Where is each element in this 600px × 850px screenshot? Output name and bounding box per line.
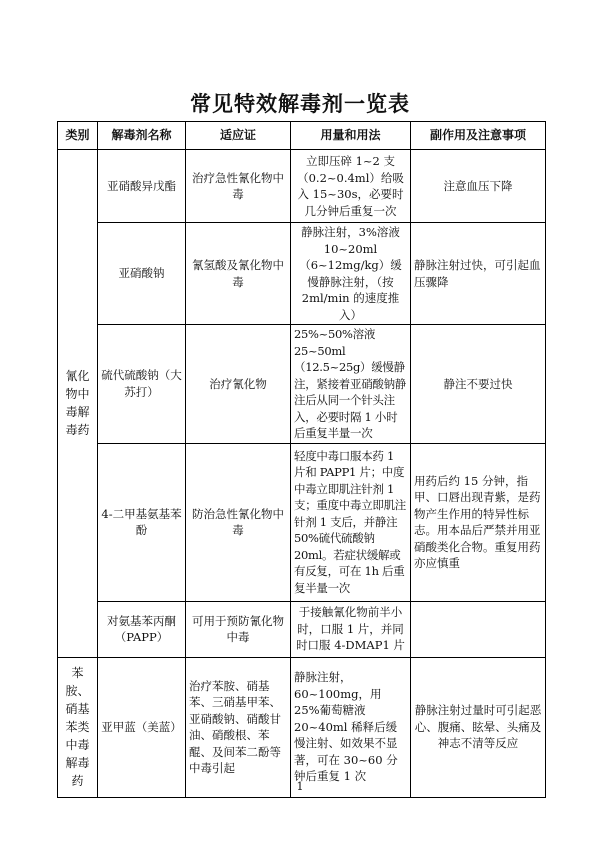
cell-indication: 治疗苯胺、硝基苯、三硝基甲苯、亚硝酸钠、硝酸甘油、硝酸根、苯醌、及间苯二酚等中毒引起 bbox=[186, 657, 291, 797]
cell-notes: 注意血压下降 bbox=[411, 150, 546, 223]
table-row bbox=[58, 657, 546, 797]
category-cyanide: 氰化物中毒解毒药 bbox=[58, 150, 98, 658]
cell-antidote-name: 4-二甲基氨基苯酚 bbox=[98, 443, 186, 601]
cell-antidote-name: 亚甲蓝（美蓝） bbox=[98, 657, 186, 797]
table-row bbox=[58, 601, 546, 657]
cell-dosage: 于接触氰化物前半小时，口服 1 片，并同时口服 4-DMAP1 片 bbox=[291, 601, 411, 657]
cell-indication: 治疗急性氰化物中毒 bbox=[186, 150, 291, 223]
cell-notes: 静脉注射过快，可引起血压骤降 bbox=[411, 223, 546, 325]
table-row bbox=[58, 443, 546, 601]
header-antidote-name: 解毒剂名称 bbox=[98, 122, 186, 150]
cell-dosage: 轻度中毒口服本药 1 片和 PAPP1 片；中度中毒立即肌注针剂 1 支；重度中毒立即肌注针剂 1 支后，并静注 50%硫代硫酸钠 20ml。若症状缓解或有反复，可在 1h 后重复半量一次 bbox=[291, 443, 411, 601]
page-number: 1 bbox=[296, 780, 304, 793]
table-row bbox=[58, 150, 546, 223]
header-category: 类别 bbox=[58, 122, 98, 150]
cell-dosage: 25%~50%溶液 25~50ml（12.5~25g）缓慢静注，紧接着亚硝酸钠静注后从同一个针头注入，必要时隔 1 小时后重复半量一次 bbox=[291, 325, 411, 444]
cell-notes: 静注不要过快 bbox=[411, 325, 546, 444]
cell-indication: 防治急性氰化物中毒 bbox=[186, 443, 291, 601]
table-row bbox=[58, 325, 546, 444]
cell-notes: 静脉注射过量时可引起恶心、腹痛、眩晕、头痛及神志不清等反应 bbox=[411, 657, 546, 797]
cell-notes bbox=[411, 601, 546, 657]
cell-dosage: 静脉注射，60~100mg，用 25%葡萄糖液 20~40ml 稀释后缓慢注射、如效果不显著，可在 30~60 分钟后重复 1 次 bbox=[291, 657, 411, 797]
cell-indication: 治疗氰化物 bbox=[186, 325, 291, 444]
cell-notes: 用药后约 15 分钟，指甲、口唇出现青紫，是药物产生作用的特异性标志。用本品后严禁并用亚硝酸类化合物。重复用药亦应慎重 bbox=[411, 443, 546, 601]
category-aniline-nitrobenzene: 苯胺、硝基苯类中毒解毒药 bbox=[58, 657, 98, 797]
table-row bbox=[58, 223, 546, 325]
cell-antidote-name: 对氨基苯丙酮（PAPP） bbox=[98, 601, 186, 657]
table-header-row bbox=[58, 122, 546, 150]
cell-dosage: 静脉注射，3%溶液 10~20ml（6~12mg/kg）缓慢静脉注射，（按 2ml/min 的速度推入） bbox=[291, 223, 411, 325]
antidote-table bbox=[57, 121, 546, 798]
page-title: 常见特效解毒剂一览表 bbox=[190, 91, 410, 116]
cell-antidote-name: 硫代硫酸钠（大苏打） bbox=[98, 325, 186, 444]
cell-dosage: 立即压碎 1~2 支（0.2~0.4ml）给吸入 15~30s，必要时几分钟后重复一次 bbox=[291, 150, 411, 223]
cell-indication: 可用于预防氰化物中毒 bbox=[186, 601, 291, 657]
cell-antidote-name: 亚硝酸异戊酯 bbox=[98, 150, 186, 223]
cell-indication: 氰氢酸及氰化物中毒 bbox=[186, 223, 291, 325]
cell-antidote-name: 亚硝酸钠 bbox=[98, 223, 186, 325]
header-dosage: 用量和用法 bbox=[291, 122, 411, 150]
header-side-effects: 副作用及注意事项 bbox=[411, 122, 546, 150]
header-indication: 适应证 bbox=[186, 122, 291, 150]
